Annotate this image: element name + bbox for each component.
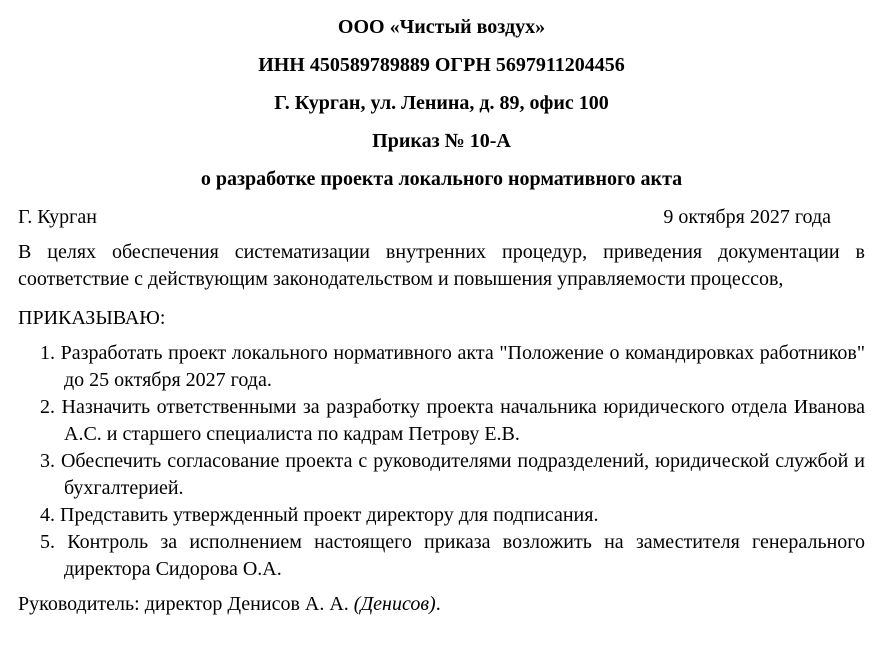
list-item <box>18 340 865 394</box>
item-number: 4. <box>40 504 55 526</box>
item-number: 5. <box>40 531 55 553</box>
date: 9 октября 2027 года <box>663 206 831 228</box>
order-word: ПРИКАЗЫВАЮ: <box>18 307 166 329</box>
signature-end: . <box>435 593 441 615</box>
item-number: 1. <box>40 342 55 364</box>
item-text: Представить утвержденный проект директору для подписания. <box>60 504 599 526</box>
list-item <box>18 529 865 583</box>
preamble: В целях обеспечения систематизации внутренних процедур, приведения документации в соответствие с действующим законодательством и повышения управляемости процессов, <box>18 241 865 290</box>
signature-label: Руководитель: директор Денисов А. А. <box>18 593 349 615</box>
signature-line <box>18 593 865 615</box>
item-number: 2. <box>40 396 55 418</box>
item-text: Обеспечить согласование проекта с руководителями подразделений, юридической службой и бухгалтерией. <box>60 450 865 499</box>
item-text: Разработать проект локального нормативного акта "Положение о командировках работников" до 25 октября 2027 года. <box>60 342 866 391</box>
signature-handwritten: (Денисов) <box>353 593 436 615</box>
item-text: Назначить ответственными за разработку проекта начальника юридического отдела Иванова А.С. и старшего специалиста по кадрам Петрову Е.В. <box>61 396 866 445</box>
order-subject: о разработке проекта локального нормативного акта <box>200 168 683 190</box>
list-item <box>18 394 865 448</box>
order-items-list <box>18 340 865 583</box>
item-text: Контроль за исполнением настоящего приказа возложить на заместителя генерального директора Сидорова О.А. <box>64 531 865 580</box>
order-title: Приказ № 10-А <box>372 130 511 152</box>
place: Г. Курган <box>18 206 97 228</box>
list-item <box>18 502 865 529</box>
list-item <box>18 448 865 502</box>
item-number: 3. <box>40 450 55 472</box>
place-date-row <box>18 206 865 228</box>
company-name: ООО «Чистый воздух» <box>337 16 546 38</box>
company-registration-ids: ИНН 450589789889 ОГРН 5697911204456 <box>258 54 625 76</box>
company-address: Г. Курган, ул. Ленина, д. 89, офис 100 <box>274 92 609 114</box>
